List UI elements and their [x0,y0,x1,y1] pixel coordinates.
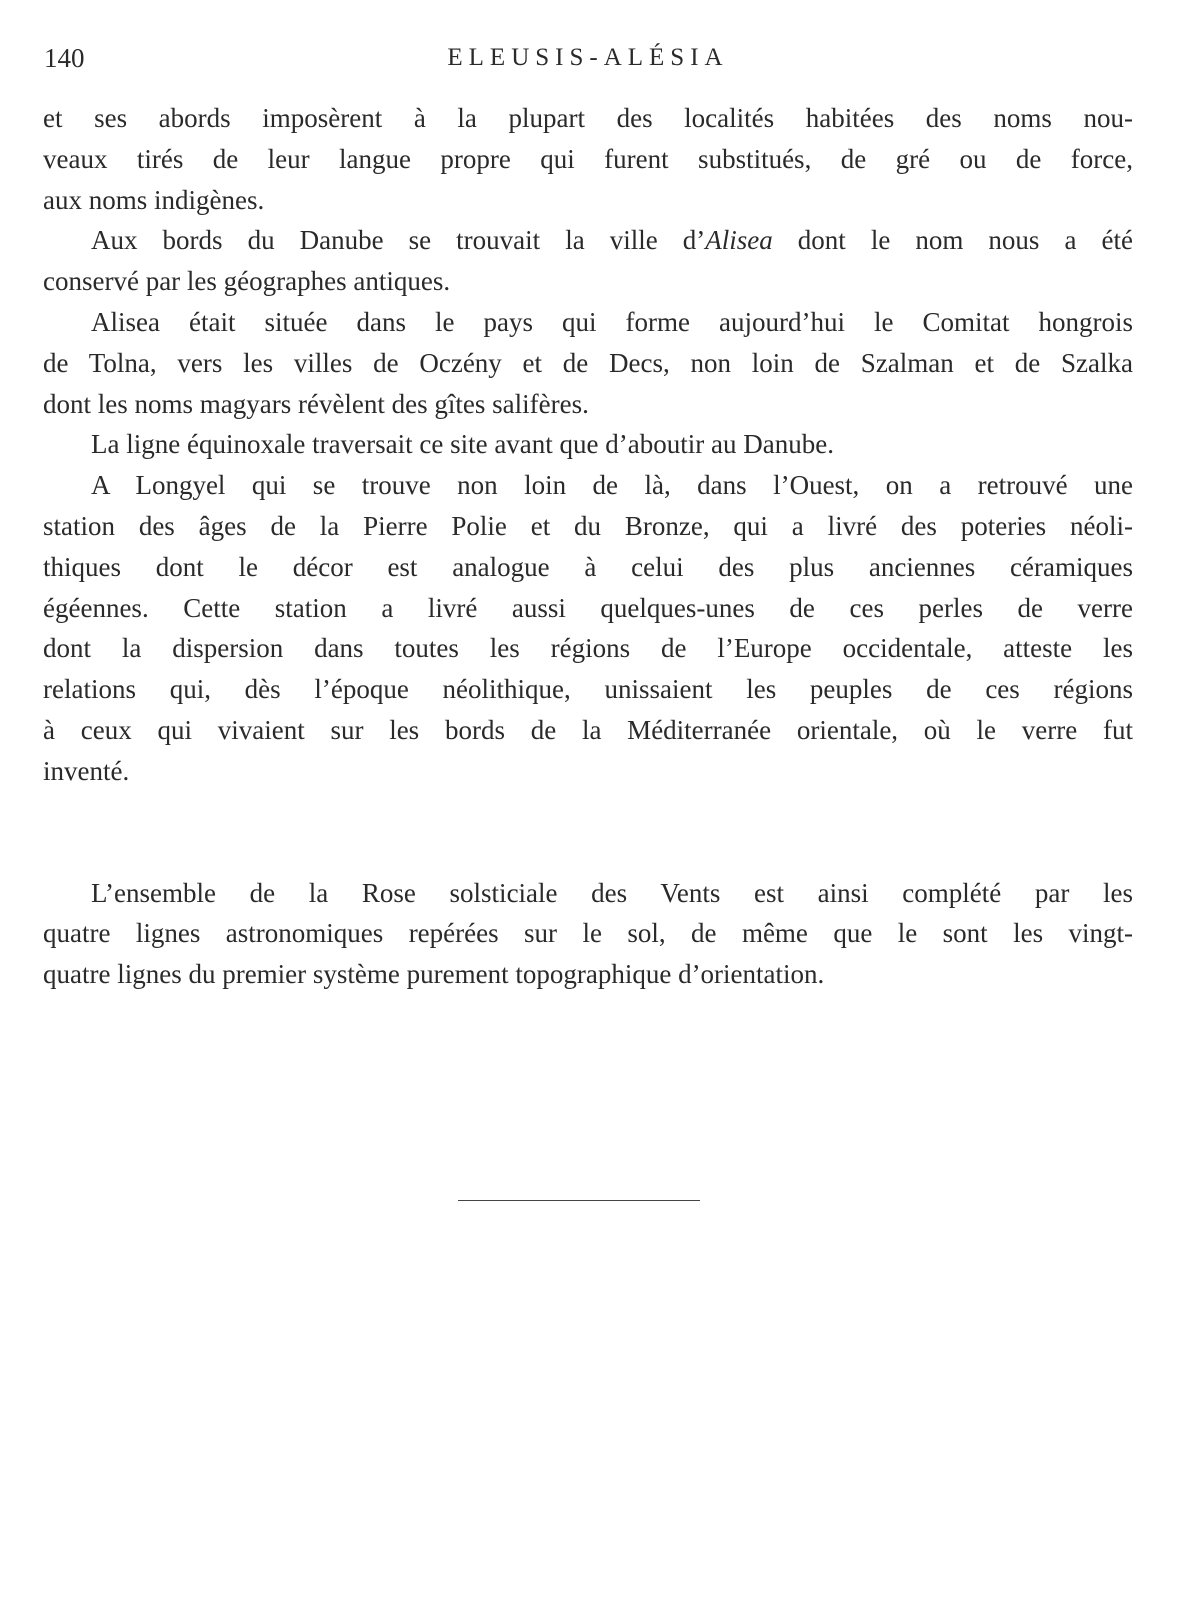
paragraph-gap [43,792,1133,873]
text-line: quatre lignes astronomiques repérées sur le sol, de même que le sont les vingt- [43,918,1133,949]
text-line: veaux tirés de leur langue propre qui furent substitués, de gré ou de force, [43,143,1133,174]
text-run: Aux bords du Danube se trouvait la ville d’ [91,225,706,256]
text-line: dont la dispersion dans toutes les régions de l’Europe occidentale, atteste les [43,633,1133,664]
text-line: La ligne équinoxale traversait ce site avant que d’aboutir au Danube. [91,429,834,460]
text-line: Alisea était située dans le pays qui forme aujourd’hui le Comitat hongrois [91,306,1133,337]
text-line: conservé par les géographes antiques. [43,266,451,297]
text-line: inventé. [43,755,130,786]
end-rule [458,1200,700,1201]
paragraph [43,220,1133,302]
paragraph [43,424,1133,465]
text-line [43,220,1133,261]
text-line: à ceux qui vivaient sur les bords de la Méditerranée orientale, où le verre fut [43,714,1133,745]
text-run: dont le nom nous a été [772,225,1133,256]
text-line: égéennes. Cette station a livré aussi quelques-unes de ces perles de verre [43,592,1133,623]
page-number: 140 [44,43,85,73]
text-line: thiques dont le décor est analogue à celui des plus anciennes céramiques [43,551,1133,582]
page-header [44,38,1132,78]
place-name-italic: Alisea [705,225,773,256]
paragraph [43,465,1133,791]
text-line: relations qui, dès l’époque néolithique, unissaient les peuples de ces régions [43,674,1133,705]
running-title: ELEUSIS-ALÉSIA [447,44,729,71]
text-line: et ses abords imposèrent à la plupart des localités habitées des noms nou- [43,103,1133,133]
text-line: station des âges de la Pierre Polie et du Bronze, qui a livré des poteries néoli- [43,510,1133,541]
text-line: L’ensemble de la Rose solsticiale des Vents est ainsi complété par les [91,877,1133,908]
paragraph [43,873,1133,995]
text-line: A Longyel qui se trouve non loin de là, dans l’Ouest, on a retrouvé une [91,470,1133,501]
paragraph [43,98,1133,220]
body-text [43,98,1133,995]
text-line: quatre lignes du premier système purement topographique d’orientation. [43,959,825,990]
paragraph [43,302,1133,424]
text-line: aux noms indigènes. [43,184,265,215]
text-line: dont les noms magyars révèlent des gîtes salifères. [43,388,589,419]
text-line: de Tolna, vers les villes de Oczény et de Decs, non loin de Szalman et de Szalka [43,347,1133,378]
